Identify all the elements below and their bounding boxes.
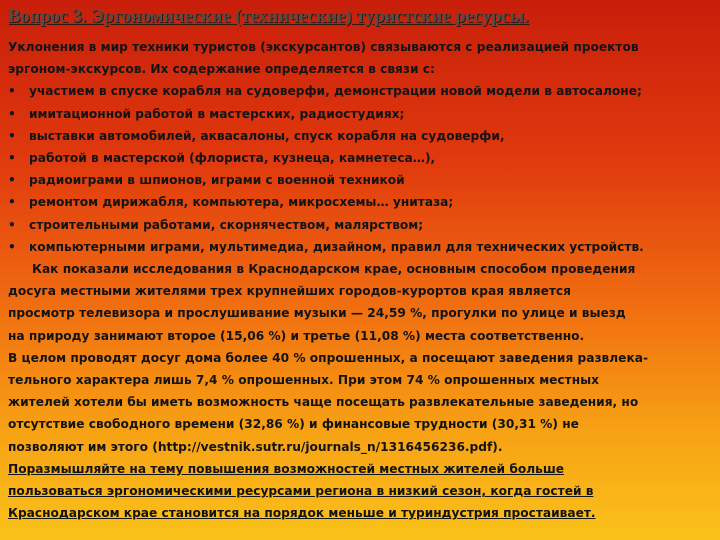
list-item bbox=[8, 103, 712, 125]
bullet-marker: • bbox=[8, 217, 16, 232]
research-line: досуга местными жителями трех крупнейших городов-курортов края является bbox=[8, 284, 571, 299]
list-item-text: работой в мастерской (флориста, кузнеца, камнетеса…), bbox=[29, 151, 436, 166]
intro-paragraph bbox=[8, 36, 712, 80]
research-line: просмотр телевизора и прослушивание музыки — 24,59 %, прогулки по улице и выезд bbox=[8, 306, 626, 321]
list-item bbox=[8, 147, 712, 169]
list-item bbox=[8, 169, 712, 191]
list-item bbox=[8, 236, 712, 258]
bullet-marker: • bbox=[8, 173, 16, 188]
research-line: на природу занимают второе (15,06 %) и третье (11,08 %) места соответственно. bbox=[8, 328, 585, 343]
list-item bbox=[8, 214, 712, 236]
list-item-text: радиоиграми в шпионов, играми с военной техникой bbox=[29, 173, 405, 188]
intro-line: Уклонения в мир техники туристов (экскурсантов) связываются с реализацией проектов bbox=[8, 40, 639, 54]
list-item-text: ремонтом дирижабля, компьютера, микросхемы… унитаза; bbox=[29, 195, 454, 210]
task-line: пользоваться эргономическими ресурсами региона в низкий сезон, когда гостей в bbox=[8, 484, 594, 499]
list-item bbox=[8, 125, 712, 147]
list-item-text: участием в спуске корабля на судоверфи, демонстрации новой модели в автосалоне; bbox=[29, 84, 642, 99]
bullet-marker: • bbox=[8, 84, 16, 99]
stats-line: тельного характера лишь 7,4 % опрошенных. При этом 74 % опрошенных местных bbox=[8, 373, 600, 388]
bullet-marker: • bbox=[8, 151, 16, 166]
list-item-text: компьютерными играми, мультимедиа, дизайном, правил для технических устройств. bbox=[29, 239, 644, 254]
bullet-marker: • bbox=[8, 239, 16, 254]
stats-line: отсутствие свободного времени (32,86 %) и финансовые трудности (30,31 %) не bbox=[8, 417, 579, 432]
task-line: Поразмышляйте на тему повышения возможностей местных жителей больше bbox=[8, 461, 565, 476]
research-line: Как показали исследования в Краснодарском крае, основным способом проведения bbox=[32, 262, 636, 277]
list-item bbox=[8, 80, 712, 102]
bullet-marker: • bbox=[8, 195, 16, 210]
bullet-marker: • bbox=[8, 128, 16, 143]
stats-line: позволяют им этого (http://vestnik.sutr.ru/journals_n/1316456236.pdf). bbox=[8, 439, 503, 454]
bullet-marker: • bbox=[8, 106, 16, 121]
stats-line: жителей хотели бы иметь возможность чаще посещать развлекательные заведения, но bbox=[8, 395, 639, 410]
list-item-text: строительными работами, скорнячеством, малярством; bbox=[29, 217, 424, 232]
slide-title: Вопрос 3. Эргономические (технические) туристские ресурсы. bbox=[8, 7, 529, 27]
intro-line: эргоном-экскурсов. Их содержание определяется в связи с: bbox=[8, 62, 435, 77]
research-paragraph bbox=[8, 258, 712, 347]
task-paragraph bbox=[8, 458, 712, 525]
stats-line: В целом проводят досуг дома более 40 % опрошенных, а посещают заведения развлека- bbox=[8, 350, 649, 365]
list-item bbox=[8, 191, 712, 213]
list-item-text: имитационной работой в мастерских, радиостудиях; bbox=[29, 106, 405, 121]
list-item-text: выставки автомобилей, аквасалоны, спуск корабля на судоверфи, bbox=[29, 128, 505, 143]
bullet-list bbox=[8, 80, 712, 258]
slide-body bbox=[8, 36, 712, 524]
stats-paragraph bbox=[8, 347, 712, 458]
task-line: Краснодарском крае становится на порядок меньше и туриндустрия простаивает. bbox=[8, 506, 596, 521]
